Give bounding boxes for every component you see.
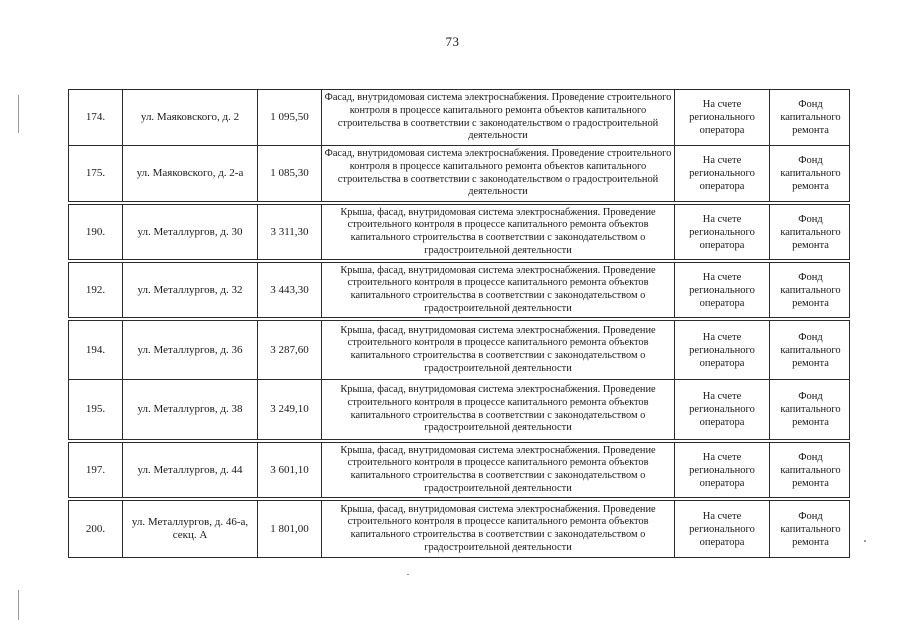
row-area: 3 601,10 (258, 443, 322, 497)
row-works: Крыша, фасад, внутридомовая система электроснабжения. Проведение строительного контроля в процессе капитального ремонта объектов капитального строительства в соответствии с законодательством о градостроительной деятельности (322, 380, 675, 439)
row-address: ул. Маяковского, д. 2-а (123, 146, 258, 201)
row-number: 200. (69, 501, 123, 557)
scan-mark (864, 540, 866, 542)
row-account: На счете регионального оператора (675, 321, 770, 379)
row-account: На счете регионального оператора (675, 205, 770, 259)
row-account: На счете регионального оператора (675, 146, 770, 201)
row-works: Фасад, внутридомовая система электроснабжения. Проведение строительного контроля в процессе капитального ремонта объектов капитального строительства в соответствии с законодательством о градостроительной деятельности (322, 146, 675, 201)
row-works: Крыша, фасад, внутридомовая система электроснабжения. Проведение строительного контроля в процессе капитального ремонта объектов капитального строительства в соответствии с законодательством о градостроительной деятельности (322, 321, 675, 379)
row-fund: Фонд капитального ремонта (780, 451, 841, 489)
row-fund: Фонд капитального ремонта (780, 99, 841, 136)
row-account: На счете регионального оператора (675, 263, 770, 317)
table-row (68, 145, 850, 202)
row-works: Крыша, фасад, внутридомовая система электроснабжения. Проведение строительного контроля в процессе капитального ремонта объектов капитального строительства в соответствии с законодательством о градостроительной деятельности (322, 205, 675, 259)
table-row (68, 204, 850, 260)
row-area: 3 443,30 (258, 263, 322, 317)
row-account: На счете регионального оператора (675, 380, 770, 439)
table-row (68, 89, 850, 146)
scan-mark (18, 95, 19, 133)
row-address: ул. Металлургов, д. 32 (123, 263, 258, 317)
row-number: 174. (69, 90, 123, 145)
row-area: 1 095,50 (258, 90, 322, 145)
row-area: 3 249,10 (258, 380, 322, 439)
row-area: 1 801,00 (258, 501, 322, 557)
row-fund: Фонд капитального ремонта (780, 510, 841, 548)
row-area: 1 085,30 (258, 146, 322, 201)
row-number: 195. (69, 380, 123, 439)
scan-mark (18, 590, 19, 620)
row-address: ул. Маяковского, д. 2 (123, 90, 258, 145)
row-account: На счете регионального оператора (675, 90, 770, 145)
row-works: Фасад, внутридомовая система электроснабжения. Проведение строительного контроля в процессе капитального ремонта объектов капитального строительства в соответствии с законодательством о градостроительной деятельности (322, 90, 675, 145)
row-address: ул. Металлургов, д. 30 (123, 205, 258, 259)
row-address: ул. Металлургов, д. 44 (123, 443, 258, 497)
table-row (68, 262, 850, 318)
row-address: ул. Металлургов, д. 36 (123, 321, 258, 379)
table-row (68, 379, 850, 440)
row-works: Крыша, фасад, внутридомовая система электроснабжения. Проведение строительного контроля в процессе капитального ремонта объектов капитального строительства в соответствии с законодательством о градостроительной деятельности (322, 501, 675, 557)
row-address: ул. Металлургов, д. 46-а, секц. А (123, 501, 258, 557)
table-row (68, 442, 850, 498)
row-account: На счете регионального оператора (675, 501, 770, 557)
row-fund: Фонд капитального ремонта (780, 271, 841, 309)
row-number: 190. (69, 205, 123, 259)
row-works: Крыша, фасад, внутридомовая система электроснабжения. Проведение строительного контроля в процессе капитального ремонта объектов капитального строительства в соответствии с законодательством о градостроительной деятельности (322, 443, 675, 497)
row-address: ул. Металлургов, д. 38 (123, 380, 258, 439)
row-number: 175. (69, 146, 123, 201)
row-fund: Фонд капитального ремонта (780, 213, 841, 251)
row-area: 3 311,30 (258, 205, 322, 259)
row-number: 192. (69, 263, 123, 317)
row-area: 3 287,60 (258, 321, 322, 379)
row-works: Крыша, фасад, внутридомовая система электроснабжения. Проведение строительного контроля в процессе капитального ремонта объектов капитального строительства в соответствии с законодательством о градостроительной деятельности (322, 263, 675, 317)
page-number: 73 (445, 34, 460, 49)
scan-mark (407, 574, 409, 575)
row-account: На счете регионального оператора (675, 443, 770, 497)
row-number: 194. (69, 321, 123, 379)
row-fund: Фонд капитального ремонта (780, 331, 841, 369)
row-number: 197. (69, 443, 123, 497)
works-table (68, 89, 850, 558)
table-row (68, 500, 850, 558)
row-fund: Фонд капитального ремонта (780, 391, 841, 428)
table-row (68, 320, 850, 380)
row-fund: Фонд капитального ремонта (780, 155, 841, 192)
